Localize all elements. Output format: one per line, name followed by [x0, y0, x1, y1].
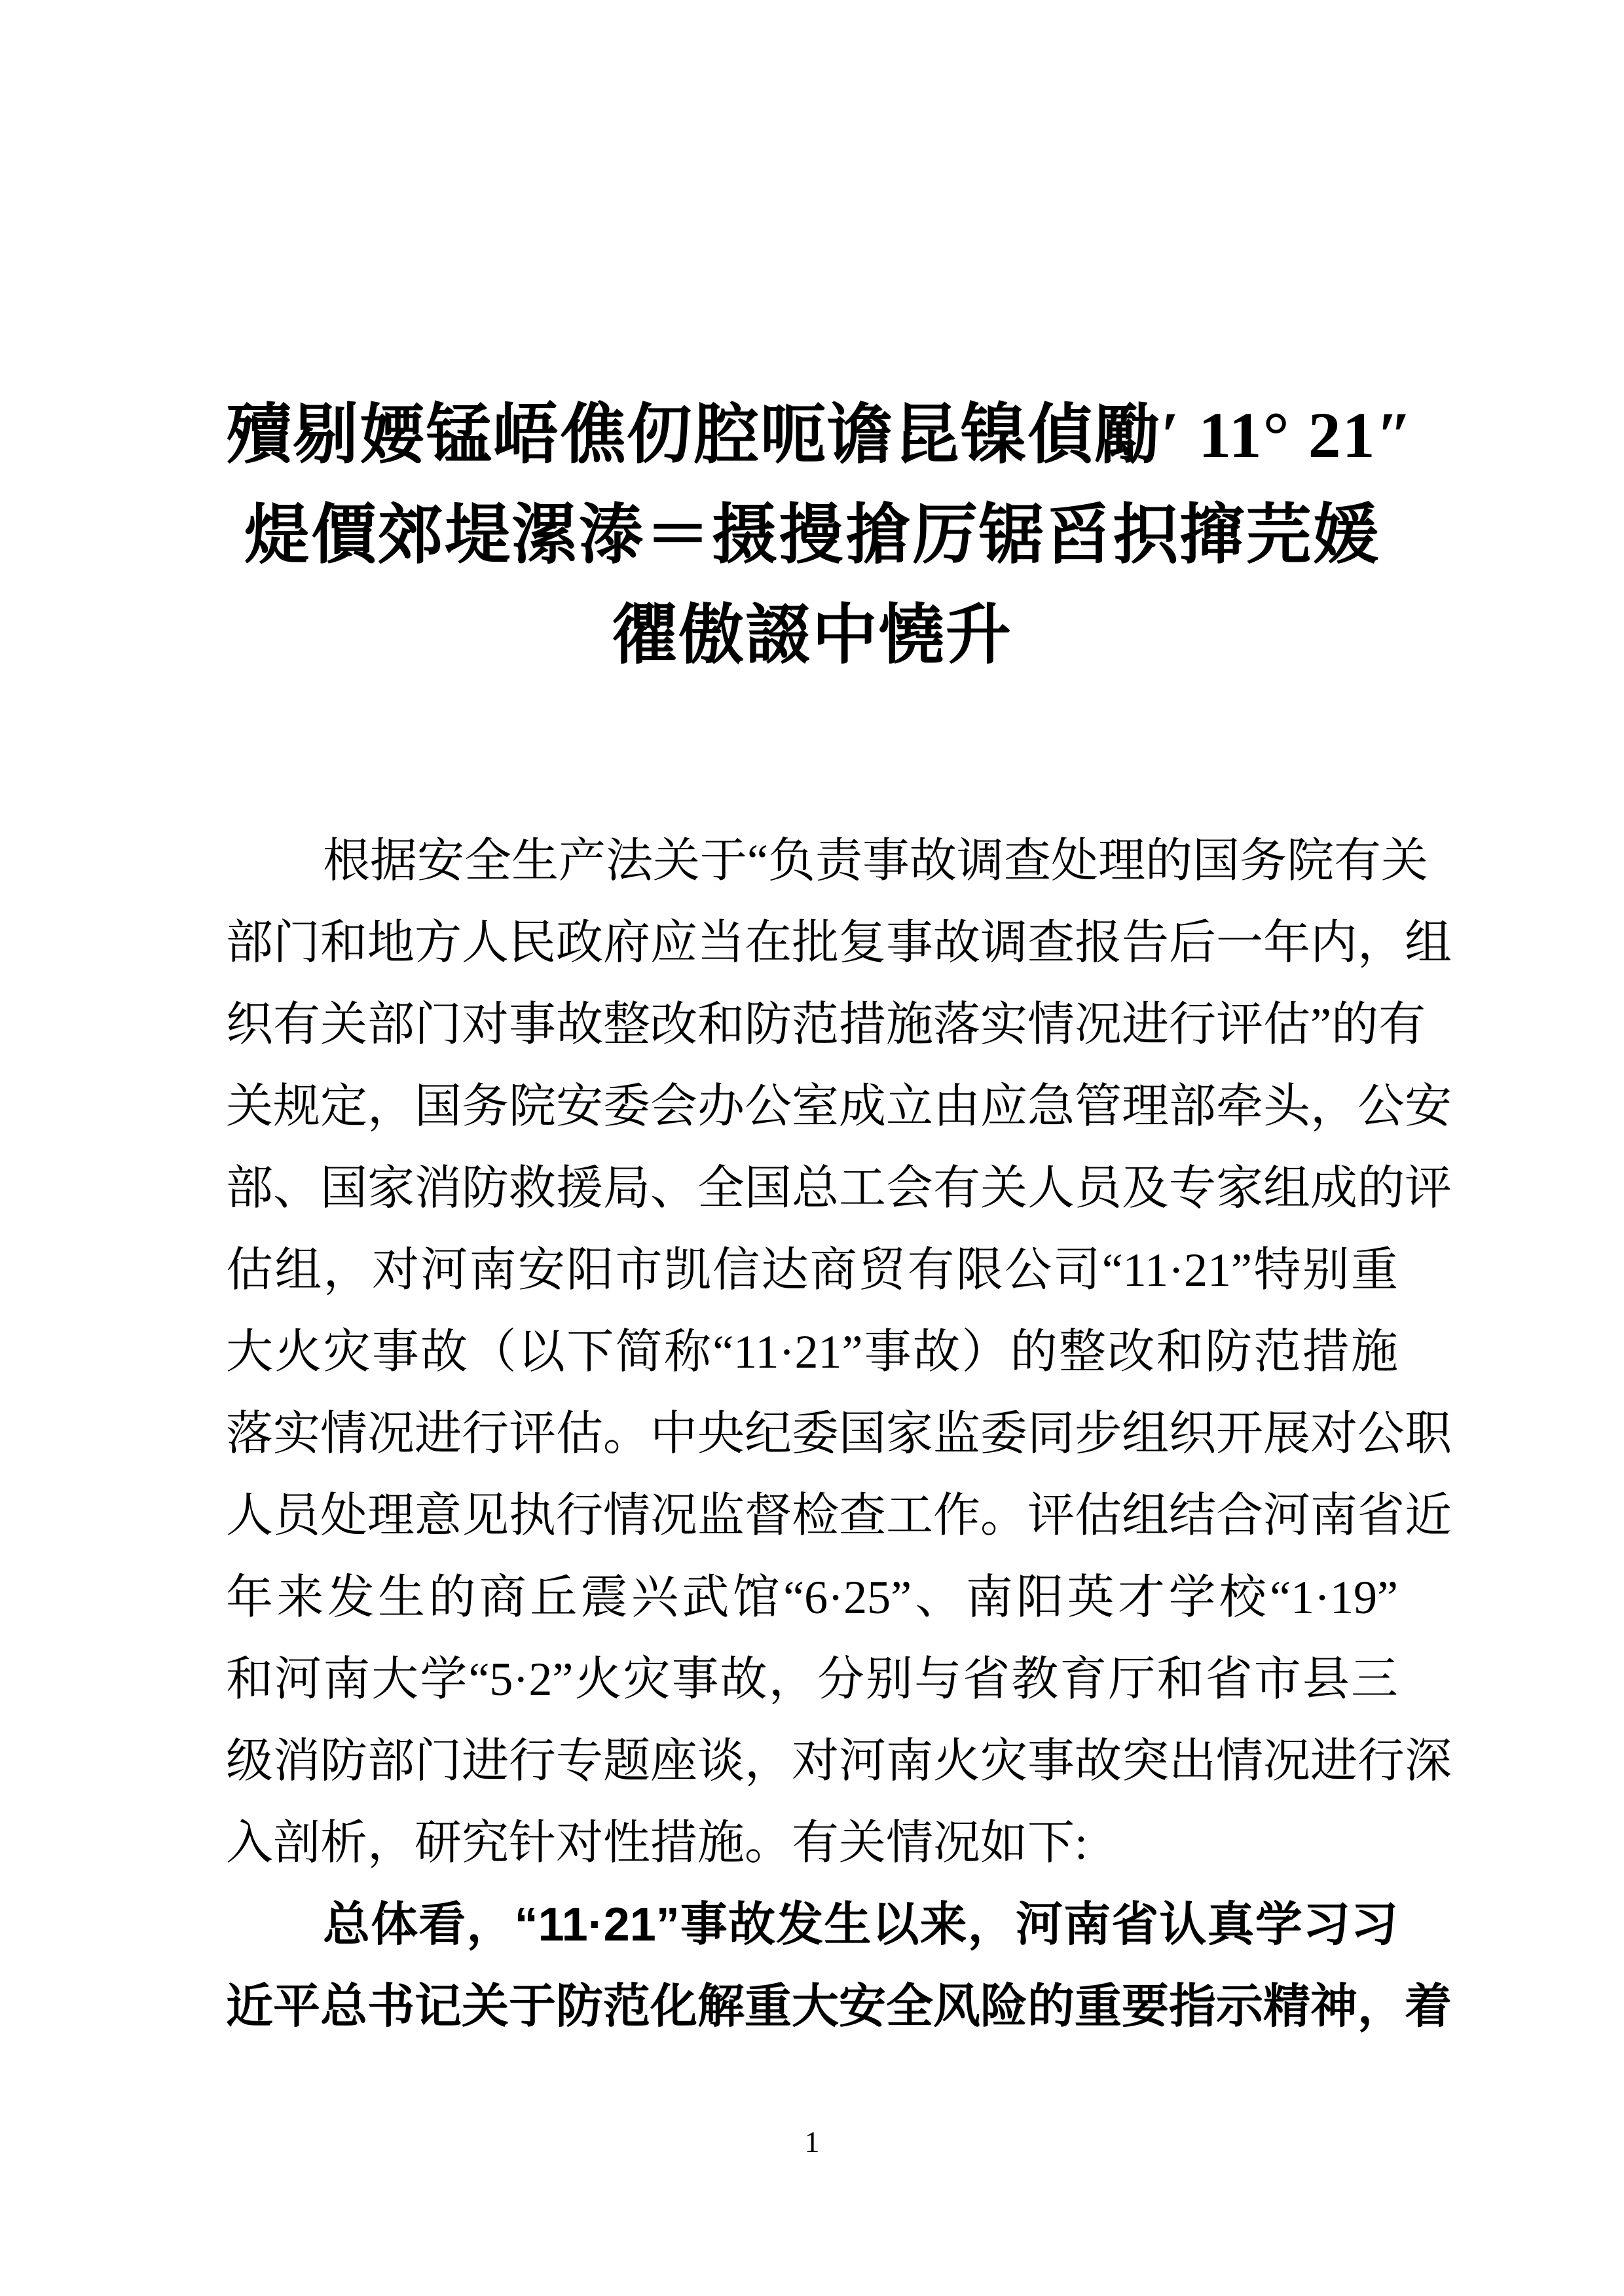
body-line: 落实情况进行评估。中央纪委国家监委同步组织开展对公职	[226, 1408, 1452, 1460]
body-line: 部、国家消防救援局、全国总工会有关人员及专家组成的评	[226, 1162, 1452, 1214]
paragraph-2	[226, 1884, 1452, 2048]
body-line: 关规定，国务院安委会办公室成立由应急管理部牵头，公安	[226, 1080, 1452, 1133]
body-line: 根据安全生产法关于“负责事故调查处理的国务院有关	[323, 835, 1428, 887]
body-line: 估组，对河南安阳市凯信达商贸有限公司“11·21”特别重	[226, 1244, 1398, 1296]
body-line: 入剖析，研究针对性措施。有关情况如下:	[226, 1817, 1088, 1869]
title-line-1: 殰剔婹锰峿僬仞腔呃谵昆镍偵勵′ 11° 21″	[226, 399, 1414, 471]
paragraph-1	[226, 820, 1452, 1884]
body-line: 织有关部门对事故整改和防范措施落实情况进行评估”的有	[226, 998, 1426, 1051]
body-line: 人员处理意见执行情况监督检查工作。评估组结合河南省近	[226, 1489, 1452, 1542]
document-body	[226, 820, 1452, 2048]
body-line: 总体看，“11·21”事故发生以来，河南省认真学习习	[323, 1899, 1398, 1951]
body-line: 大火灾事故（以下简称“11·21”事故）的整改和防范措施	[226, 1326, 1398, 1378]
body-line: 部门和地方人民政府应当在批复事故调查报告后一年内，组	[226, 917, 1452, 969]
body-line: 级消防部门进行专题座谈，对河南火灾事故突出情况进行深	[226, 1735, 1452, 1787]
body-line: 年来发生的商丘震兴武馆“6·25”、南阳英才学校“1·19”	[226, 1571, 1398, 1624]
body-line: 和河南大学“5·2”火灾事故，分别与省教育厅和省市县三	[226, 1653, 1398, 1705]
body-line: 近平总书记关于防范化解重大安全风险的重要指示精神，着	[226, 1980, 1452, 2033]
document-title	[226, 385, 1414, 685]
title-line-3: 忂傲諁中憢升	[612, 599, 1012, 672]
page-number: 1	[804, 2125, 820, 2159]
title-line-2: 煶價郊堤漯溙＝摄摱搶厉锯舀抧撺芫媛	[244, 499, 1380, 572]
